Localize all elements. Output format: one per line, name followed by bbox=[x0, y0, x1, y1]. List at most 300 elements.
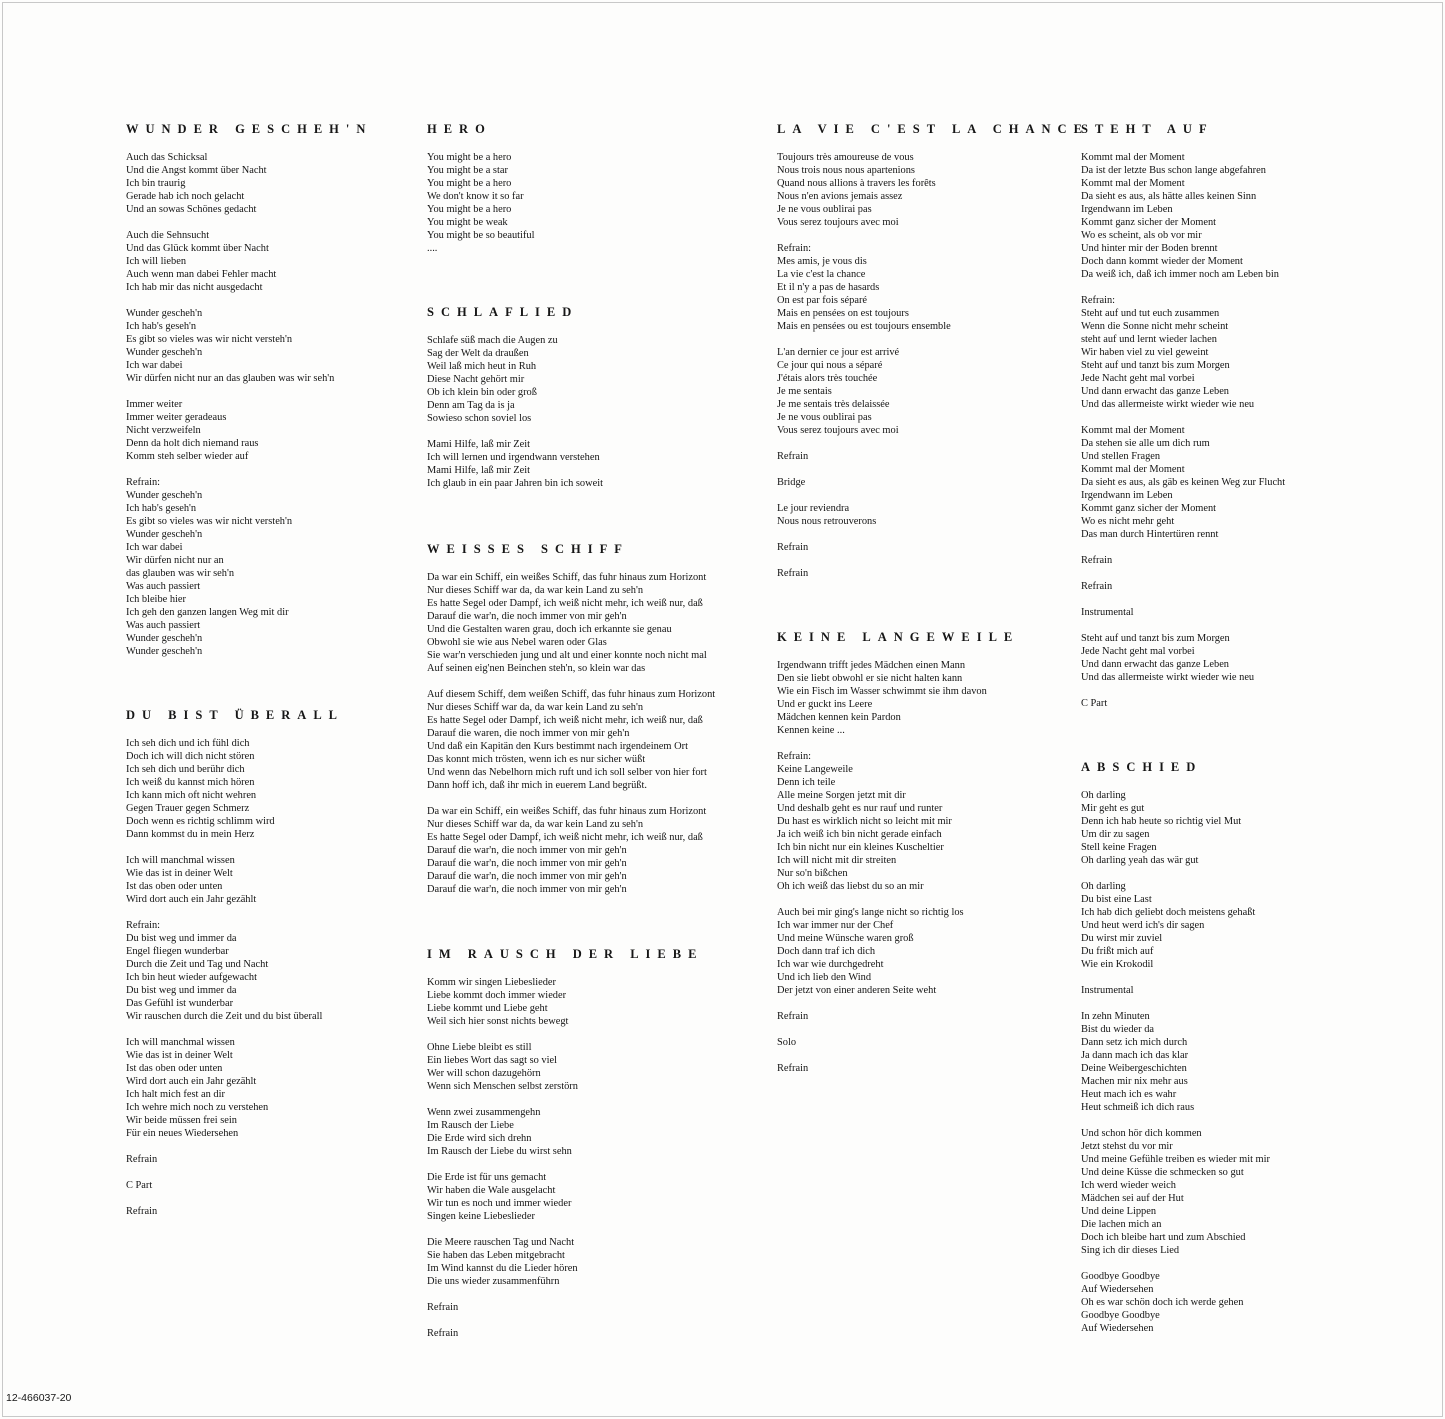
lyric-line: Es gibt so vieles was wir nicht versteh'n bbox=[126, 334, 293, 345]
stanza bbox=[1081, 554, 1285, 567]
song-title: WEISSES SCHIFF bbox=[427, 542, 629, 556]
lyric-line: Wunder gescheh'n bbox=[126, 308, 203, 319]
lyric-line: Steht auf und tanzt bis zum Morgen bbox=[1081, 360, 1230, 371]
lyric-line: Ohne Liebe bleibt es still bbox=[427, 1042, 532, 1053]
lyric-line: Instrumental bbox=[1081, 607, 1134, 618]
lyric-line: Du bist weg und immer da bbox=[126, 933, 237, 944]
lyric-line: Da war ein Schiff, ein weißes Schiff, das fuhr hinaus zum Horizont bbox=[427, 806, 707, 817]
song-title: WUNDER GESCHEH'N bbox=[126, 122, 373, 136]
song-hero bbox=[427, 122, 534, 268]
lyric-line: Wird dort auch ein Jahr gezählt bbox=[126, 1076, 257, 1087]
song-im-rausch-der-liebe bbox=[427, 947, 703, 1353]
lyric-line: Darauf die war'n, die noch immer von mir geh'n bbox=[427, 871, 627, 882]
lyric-line: Goodbye Goodbye bbox=[1081, 1271, 1160, 1282]
lyric-line: Ist das oben oder unten bbox=[126, 1063, 223, 1074]
lyric-line: Wie ein Krokodil bbox=[1081, 959, 1154, 970]
lyric-line: Und die Gestalten waren grau, doch ich erkannte sie genau bbox=[427, 624, 672, 635]
lyric-line: Auf Wiedersehen bbox=[1081, 1323, 1154, 1334]
lyric-line: Wunder gescheh'n bbox=[126, 347, 203, 358]
lyric-line: Ich wehre mich noch zu verstehen bbox=[126, 1102, 269, 1113]
lyric-line: steht auf und lernt wieder lachen bbox=[1081, 334, 1217, 345]
lyric-line: Steht auf und tut euch zusammen bbox=[1081, 308, 1220, 319]
stanza bbox=[427, 151, 534, 255]
song-title: STEHT AUF bbox=[1081, 122, 1214, 136]
lyric-line: La vie c'est la chance bbox=[777, 269, 866, 280]
lyric-line: Wird dort auch ein Jahr gezählt bbox=[126, 894, 257, 905]
lyric-line: Denn ich teile bbox=[777, 777, 836, 788]
song-schlaflied bbox=[427, 305, 603, 503]
lyric-line: Diese Nacht gehört mir bbox=[427, 374, 525, 385]
lyric-line: Und die Angst kommt über Nacht bbox=[126, 165, 267, 176]
lyric-line: Ich war dabei bbox=[126, 542, 183, 553]
stanza bbox=[1081, 880, 1270, 971]
stanza bbox=[1081, 984, 1270, 997]
stanza bbox=[1081, 1010, 1270, 1114]
song-wunder-geschehn bbox=[126, 122, 372, 671]
stanza bbox=[126, 476, 372, 658]
lyric-line: Wir haben die Wale ausgelacht bbox=[427, 1185, 556, 1196]
lyric-line: Wo es scheint, als ob vor mir bbox=[1081, 230, 1202, 241]
lyric-line: Oh darling yeah das wär gut bbox=[1081, 855, 1199, 866]
lyric-line: Ich hab's geseh'n bbox=[126, 321, 197, 332]
lyric-line: Refrain bbox=[1081, 555, 1113, 566]
song-title: DU BIST ÜBERALL bbox=[126, 708, 345, 722]
lyric-line: Engel fliegen wunderbar bbox=[126, 946, 229, 957]
lyric-line: Oh darling bbox=[1081, 790, 1126, 801]
lyric-line: Ich will lieben bbox=[126, 256, 187, 267]
lyric-line: Liebe kommt doch immer wieder bbox=[427, 990, 567, 1001]
lyric-line: Jetzt stehst du vor mir bbox=[1081, 1141, 1173, 1152]
lyric-line: Doch ich will dich nicht stören bbox=[126, 751, 255, 762]
lyric-line: Nous n'en avions jemais assez bbox=[777, 191, 903, 202]
stanza bbox=[427, 1171, 703, 1223]
lyric-line: Auch bei mir ging's lange nicht so richtig los bbox=[777, 907, 964, 918]
lyric-line: Immer weiter bbox=[126, 399, 183, 410]
stanza bbox=[427, 438, 603, 490]
lyric-line: Die Erde ist für uns gemacht bbox=[427, 1172, 547, 1183]
lyric-line: Und daß ein Kapitän den Kurs bestimmt nach irgendeinem Ort bbox=[427, 741, 688, 752]
stanza bbox=[777, 151, 1089, 229]
lyric-line: Wenn die Sonne nicht mehr scheint bbox=[1081, 321, 1229, 332]
lyric-line: .... bbox=[427, 243, 438, 254]
stanza bbox=[1081, 424, 1285, 541]
lyric-line: Kommt ganz sicher der Moment bbox=[1081, 503, 1217, 514]
stanza bbox=[427, 334, 603, 425]
lyric-line: Mes amis, je vous dis bbox=[777, 256, 867, 267]
lyric-line: Sie war'n verschieden jung und alt und einer konnte noch nicht mal bbox=[427, 650, 707, 661]
lyric-line: Ich bleibe hier bbox=[126, 594, 187, 605]
lyric-line: Der jetzt von einer anderen Seite weht bbox=[777, 985, 937, 996]
lyric-line: Irgendwann im Leben bbox=[1081, 490, 1173, 501]
lyric-line: Je ne vous oublirai pas bbox=[777, 412, 872, 423]
lyric-line: Wo es nicht mehr geht bbox=[1081, 516, 1175, 527]
lyric-line: Wie ein Fisch im Wasser schwimmt sie ihm davon bbox=[777, 686, 987, 697]
lyric-line: Ich glaub in ein paar Jahren bin ich soweit bbox=[427, 478, 604, 489]
lyric-line: Refrain: bbox=[126, 920, 161, 931]
lyric-line: Im Rausch der Liebe bbox=[427, 1120, 514, 1131]
lyric-line: Jede Nacht geht mal vorbei bbox=[1081, 373, 1195, 384]
stanza bbox=[1081, 697, 1285, 710]
stanza bbox=[777, 906, 1019, 997]
lyric-line: Heut mach ich es wahr bbox=[1081, 1089, 1177, 1100]
stanza bbox=[126, 151, 372, 216]
lyric-line: Dann hoff ich, daß ihr mich in euerem Land begrüßt. bbox=[427, 780, 647, 791]
lyric-line: Ich seh dich und ich fühl dich bbox=[126, 738, 250, 749]
lyric-line: Das Gefühl ist wunderbar bbox=[126, 998, 234, 1009]
lyric-line: You might be a hero bbox=[427, 152, 512, 163]
lyric-line: Ich will nicht mit dir streiten bbox=[777, 855, 897, 866]
song-title: SCHLAFLIED bbox=[427, 305, 579, 319]
lyric-line: Obwohl sie wie aus Nebel waren oder Glas bbox=[427, 637, 607, 648]
lyric-line: Alle meine Sorgen jetzt mit dir bbox=[777, 790, 906, 801]
lyric-line: Kommt ganz sicher der Moment bbox=[1081, 217, 1217, 228]
lyric-line: Mami Hilfe, laß mir Zeit bbox=[427, 465, 531, 476]
lyric-line: Nur dieses Schiff war da, da war kein Land zu seh'n bbox=[427, 819, 644, 830]
lyric-line: Du bist weg und immer da bbox=[126, 985, 237, 996]
lyric-line: Steht auf und tanzt bis zum Morgen bbox=[1081, 633, 1230, 644]
lyric-line: Mädchen sei auf der Hut bbox=[1081, 1193, 1184, 1204]
lyric-line: Ich hab mir das nicht ausgedacht bbox=[126, 282, 263, 293]
lyric-line: Wie das ist in deiner Welt bbox=[126, 1050, 233, 1061]
lyric-line: Und das allermeiste wirkt wieder wie neu bbox=[1081, 399, 1255, 410]
lyric-line: Da war ein Schiff, ein weißes Schiff, das fuhr hinaus zum Horizont bbox=[427, 572, 707, 583]
song-du-bist-ueberall bbox=[126, 708, 344, 1231]
lyric-line: Im Wind kannst du die Lieder hören bbox=[427, 1263, 578, 1274]
lyric-line: Ich hab dich geliebt doch meistens gehaßt bbox=[1081, 907, 1256, 918]
lyric-line: Ein liebes Wort das sagt so viel bbox=[427, 1055, 557, 1066]
lyric-line: Und dann erwacht das ganze Leben bbox=[1081, 386, 1230, 397]
lyric-line: Wir beide müssen frei sein bbox=[126, 1115, 237, 1126]
lyric-line: Darauf die war'n, die noch immer von mir geh'n bbox=[427, 845, 627, 856]
lyric-line: Und dann erwacht das ganze Leben bbox=[1081, 659, 1230, 670]
lyric-line: Machen mir nix mehr aus bbox=[1081, 1076, 1188, 1087]
lyric-line: Keine Langeweile bbox=[777, 764, 853, 775]
lyric-line: Nur dieses Schiff war da, da war kein Land zu seh'n bbox=[427, 702, 644, 713]
lyric-line: Ich war dabei bbox=[126, 360, 183, 371]
lyric-line: Den sie liebt obwohl er sie nicht halten kann bbox=[777, 673, 963, 684]
stanza bbox=[126, 919, 344, 1023]
lyric-line: Darauf die waren, die noch immer von mir geh'n bbox=[427, 728, 630, 739]
song-title: ABSCHIED bbox=[1081, 760, 1203, 774]
lyric-line: Kennen keine ... bbox=[777, 725, 845, 736]
lyric-line: Du frißt mich auf bbox=[1081, 946, 1154, 957]
lyric-line: Irgendwann im Leben bbox=[1081, 204, 1173, 215]
stanza bbox=[1081, 1127, 1270, 1257]
stanza bbox=[427, 1301, 703, 1314]
lyric-line: Refrain: bbox=[126, 477, 161, 488]
lyric-line: Was auch passiert bbox=[126, 620, 201, 631]
lyric-line: Mais en pensées on est toujours bbox=[777, 308, 909, 319]
stanza bbox=[126, 1179, 344, 1192]
stanza bbox=[777, 502, 1089, 528]
lyric-line: Ich geh den ganzen langen Weg mit dir bbox=[126, 607, 289, 618]
lyric-line: Toujours très amoureuse de vous bbox=[777, 152, 914, 163]
lyric-line: Und er guckt ins Leere bbox=[777, 699, 873, 710]
lyric-line: Auf Wiedersehen bbox=[1081, 1284, 1154, 1295]
stanza bbox=[427, 1327, 703, 1340]
lyric-line: Gerade hab ich noch gelacht bbox=[126, 191, 245, 202]
lyric-line: Die Meere rauschen Tag und Nacht bbox=[427, 1237, 575, 1248]
lyric-line: You might be a hero bbox=[427, 204, 512, 215]
lyric-line: Auch wenn man dabei Fehler macht bbox=[126, 269, 277, 280]
lyric-line: Mädchen kennen kein Pardon bbox=[777, 712, 901, 723]
song-title: IM RAUSCH DER LIEBE bbox=[427, 947, 704, 961]
stanza bbox=[126, 737, 344, 841]
lyric-line: Die Erde wird sich drehn bbox=[427, 1133, 532, 1144]
lyric-line: Weil laß mich heut in Ruh bbox=[427, 361, 537, 372]
song-la-vie-cest-la-chance bbox=[777, 122, 1089, 593]
lyric-line: Nous trois nous nous apartenions bbox=[777, 165, 915, 176]
lyric-line: Da sieht es aus, als hätte alles keinen Sinn bbox=[1081, 191, 1257, 202]
lyric-line: Wunder gescheh'n bbox=[126, 490, 203, 501]
lyric-line: Und meine Gefühle treiben es wieder mit mir bbox=[1081, 1154, 1270, 1165]
lyric-line: Denn am Tag da is ja bbox=[427, 400, 515, 411]
lyric-line: Und das Glück kommt über Nacht bbox=[126, 243, 269, 254]
lyric-line: Darauf die war'n, die noch immer von mir geh'n bbox=[427, 858, 627, 869]
stanza bbox=[1081, 632, 1285, 684]
stanza bbox=[1081, 151, 1285, 281]
lyric-line: Auch das Schicksal bbox=[126, 152, 208, 163]
lyric-line: Die lachen mich an bbox=[1081, 1219, 1162, 1230]
lyric-line: You might be so beautiful bbox=[427, 230, 535, 241]
lyric-line: Auf seinen eig'nen Beinchen steh'n, so klein war das bbox=[427, 663, 646, 674]
stanza bbox=[427, 976, 703, 1028]
lyric-line: Kommt mal der Moment bbox=[1081, 425, 1185, 436]
lyric-line: Wer will schon dazugehörn bbox=[427, 1068, 541, 1079]
stanza bbox=[777, 541, 1089, 554]
lyric-line: Dann setz ich mich durch bbox=[1081, 1037, 1188, 1048]
catalog-number: 12-466037-20 bbox=[6, 1392, 72, 1404]
lyric-line: Dann kommst du in mein Herz bbox=[126, 829, 255, 840]
lyric-line: Darauf die war'n, die noch immer von mir geh'n bbox=[427, 611, 627, 622]
stanza bbox=[126, 229, 372, 294]
lyric-line: Ob ich klein bin oder groß bbox=[427, 387, 537, 398]
lyric-line: Durch die Zeit und Tag und Nacht bbox=[126, 959, 269, 970]
lyric-line: Und wenn das Nebelhorn mich ruft und ich soll selber von hier fort bbox=[427, 767, 707, 778]
lyric-line: Refrain: bbox=[777, 751, 812, 762]
lyric-line: Wunder gescheh'n bbox=[126, 633, 203, 644]
lyric-line: Und deine Küsse die schmecken so gut bbox=[1081, 1167, 1244, 1178]
lyric-line: Du hast es wirklich nicht so leicht mit mir bbox=[777, 816, 952, 827]
lyric-line: Refrain bbox=[777, 568, 809, 579]
stanza bbox=[1081, 789, 1270, 867]
lyric-line: Und das allermeiste wirkt wieder wie neu bbox=[1081, 672, 1255, 683]
lyric-line: Vous serez toujours avec moi bbox=[777, 217, 899, 228]
lyric-line: C Part bbox=[1081, 698, 1108, 709]
lyric-line: Ich seh dich und berühr dich bbox=[126, 764, 245, 775]
stanza bbox=[777, 659, 1019, 737]
lyric-line: Liebe kommt und Liebe geht bbox=[427, 1003, 548, 1014]
lyric-line: Doch dann kommt wieder der Moment bbox=[1081, 256, 1243, 267]
lyric-line: Für ein neues Wiedersehen bbox=[126, 1128, 239, 1139]
lyric-line: Ist das oben oder unten bbox=[126, 881, 223, 892]
stanza bbox=[777, 1036, 1019, 1049]
lyric-line: Heut schmeiß ich dich raus bbox=[1081, 1102, 1195, 1113]
lyric-line: Refrain bbox=[777, 542, 809, 553]
lyric-line: Quand nous allions à travers les forêts bbox=[777, 178, 936, 189]
lyric-line: Darauf die war'n, die noch immer von mir geh'n bbox=[427, 884, 627, 895]
lyric-line: Ich will manchmal wissen bbox=[126, 1037, 235, 1048]
lyric-line: Doch wenn es richtig schlimm wird bbox=[126, 816, 275, 827]
lyric-line: Wir tun es noch und immer wieder bbox=[427, 1198, 572, 1209]
lyric-line: Sag der Welt da draußen bbox=[427, 348, 529, 359]
lyric-line: Die uns wieder zusammenführn bbox=[427, 1276, 560, 1287]
lyric-line: Solo bbox=[777, 1037, 797, 1048]
lyric-line: Das man durch Hintertüren rennt bbox=[1081, 529, 1219, 540]
stanza bbox=[1081, 1270, 1270, 1335]
lyric-line: Mais en pensées ou est toujours ensemble bbox=[777, 321, 951, 332]
lyric-line: Gegen Trauer gegen Schmerz bbox=[126, 803, 250, 814]
lyric-line: You might be a star bbox=[427, 165, 508, 176]
lyric-line: Ja ich weiß ich bin nicht gerade einfach bbox=[777, 829, 942, 840]
lyric-line: Mir geht es gut bbox=[1081, 803, 1145, 814]
lyric-line: Bridge bbox=[777, 477, 806, 488]
lyric-line: Nur so'n bißchen bbox=[777, 868, 848, 879]
lyric-line: Um dir zu sagen bbox=[1081, 829, 1150, 840]
lyric-line: Und meine Wünsche waren groß bbox=[777, 933, 914, 944]
stanza bbox=[427, 1106, 703, 1158]
song-steht-auf bbox=[1081, 122, 1285, 723]
lyric-line: Refrain bbox=[777, 1063, 809, 1074]
lyric-line: Und deine Lippen bbox=[1081, 1206, 1157, 1217]
lyric-line: Oh es war schön doch ich werde gehen bbox=[1081, 1297, 1244, 1308]
lyric-line: C Part bbox=[126, 1180, 153, 1191]
lyric-line: Du bist eine Last bbox=[1081, 894, 1152, 905]
lyric-line: Es gibt so vieles was wir nicht versteh'n bbox=[126, 516, 293, 527]
lyric-line: Refrain: bbox=[777, 243, 812, 254]
lyric-line: Refrain bbox=[777, 1011, 809, 1022]
lyric-line: Da stehen sie alle um dich rum bbox=[1081, 438, 1210, 449]
lyric-line: Ich halt mich fest an dir bbox=[126, 1089, 225, 1100]
lyric-line: Wenn sich Menschen selbst zerstörn bbox=[427, 1081, 578, 1092]
stanza bbox=[777, 567, 1089, 580]
lyric-line: Ich werd wieder weich bbox=[1081, 1180, 1176, 1191]
lyric-line: Refrain bbox=[777, 451, 809, 462]
lyric-line: das glauben was wir seh'n bbox=[126, 568, 235, 579]
lyric-line: L'an dernier ce jour est arrivé bbox=[777, 347, 900, 358]
lyric-line: Je ne vous oublirai pas bbox=[777, 204, 872, 215]
lyric-line: Kommt mal der Moment bbox=[1081, 464, 1185, 475]
stanza bbox=[777, 750, 1019, 893]
lyric-line: Mami Hilfe, laß mir Zeit bbox=[427, 439, 531, 450]
lyric-line: Ich war wie durchgedreht bbox=[777, 959, 884, 970]
stanza bbox=[777, 346, 1089, 437]
stanza bbox=[126, 1036, 344, 1140]
lyric-line: Refrain bbox=[427, 1328, 459, 1339]
lyric-line: Sie haben das Leben mitgebracht bbox=[427, 1250, 565, 1261]
lyric-line: Ich hab's geseh'n bbox=[126, 503, 197, 514]
stanza bbox=[126, 1205, 344, 1218]
lyric-line: Im Rausch der Liebe du wirst sehn bbox=[427, 1146, 572, 1157]
stanza bbox=[777, 1062, 1019, 1075]
lyric-line: Auch die Sehnsucht bbox=[126, 230, 210, 241]
lyric-line: Es hatte Segel oder Dampf, ich weiß nicht mehr, ich weiß nur, daß bbox=[427, 832, 703, 843]
lyric-line: Wir rauschen durch die Zeit und du bist überall bbox=[126, 1011, 323, 1022]
lyric-line: Wie das ist in deiner Welt bbox=[126, 868, 233, 879]
lyric-line: Und stellen Fragen bbox=[1081, 451, 1161, 462]
lyric-line: Komm steh selber wieder auf bbox=[126, 451, 249, 462]
lyric-line: Instrumental bbox=[1081, 985, 1134, 996]
lyric-line: Doch dann traf ich dich bbox=[777, 946, 876, 957]
song-abschied bbox=[1081, 760, 1270, 1348]
stanza bbox=[427, 1041, 703, 1093]
lyric-line: Ich war immer nur der Chef bbox=[777, 920, 894, 931]
lyric-line: Weil sich hier sonst nichts bewegt bbox=[427, 1016, 569, 1027]
stanza bbox=[1081, 580, 1285, 593]
lyric-line: Kommt mal der Moment bbox=[1081, 178, 1185, 189]
stanza bbox=[126, 854, 344, 906]
lyric-line: Da ist der letzte Bus schon lange abgefahren bbox=[1081, 165, 1266, 176]
lyric-line: Was auch passiert bbox=[126, 581, 201, 592]
lyric-line: We don't know it so far bbox=[427, 191, 524, 202]
lyric-line: Refrain bbox=[126, 1206, 158, 1217]
lyric-line: Und deshalb geht es nur rauf und runter bbox=[777, 803, 943, 814]
lyric-line: Ich will lernen und irgendwann verstehen bbox=[427, 452, 600, 463]
lyric-line: Refrain bbox=[1081, 581, 1113, 592]
stanza bbox=[126, 1153, 344, 1166]
stanza bbox=[126, 398, 372, 463]
lyric-line: Immer weiter geradeaus bbox=[126, 412, 227, 423]
lyric-line: Refrain bbox=[126, 1154, 158, 1165]
lyric-line: Je me sentais très delaissée bbox=[777, 399, 890, 410]
lyric-line: Das konnt mich trösten, wenn ich es nur sicher wüßt bbox=[427, 754, 646, 765]
lyric-line: Denn da holt dich niemand raus bbox=[126, 438, 259, 449]
lyric-line: Doch ich bleibe hart und zum Abschied bbox=[1081, 1232, 1246, 1243]
lyric-line: Et il n'y a pas de hasards bbox=[777, 282, 880, 293]
stanza bbox=[126, 307, 372, 385]
lyric-line: Wunder gescheh'n bbox=[126, 646, 203, 657]
stanza bbox=[1081, 294, 1285, 411]
lyric-line: Nicht verzweifeln bbox=[126, 425, 201, 436]
lyric-line: Sing ich dir dieses Lied bbox=[1081, 1245, 1180, 1256]
lyric-line: Ich bin heut wieder aufgewacht bbox=[126, 972, 257, 983]
lyric-line: Oh darling bbox=[1081, 881, 1126, 892]
lyric-line: Deine Weibergeschichten bbox=[1081, 1063, 1187, 1074]
lyric-line: Je me sentais bbox=[777, 386, 832, 397]
stanza bbox=[427, 805, 715, 896]
lyric-line: Wenn zwei zusammengehn bbox=[427, 1107, 541, 1118]
stanza bbox=[1081, 606, 1285, 619]
stanza bbox=[777, 450, 1089, 463]
lyric-line: Nous nous retrouverons bbox=[777, 516, 877, 527]
lyric-line: Und an sowas Schönes gedacht bbox=[126, 204, 257, 215]
lyric-line: Refrain bbox=[427, 1302, 459, 1313]
lyric-line: Ja dann mach ich das klar bbox=[1081, 1050, 1189, 1061]
lyric-line: Wir haben viel zu viel geweint bbox=[1081, 347, 1209, 358]
stanza bbox=[777, 476, 1089, 489]
lyric-line: Stell keine Fragen bbox=[1081, 842, 1157, 853]
stanza bbox=[777, 1010, 1019, 1023]
lyric-line: Ich bin traurig bbox=[126, 178, 186, 189]
lyric-line: J'étais alors très touchée bbox=[777, 373, 878, 384]
lyric-line: Ich bin nicht nur ein kleines Kuscheltier bbox=[777, 842, 944, 853]
lyric-line: Oh ich weiß das liebst du so an mir bbox=[777, 881, 924, 892]
lyric-line: Ich kann mich oft nicht wehren bbox=[126, 790, 257, 801]
lyric-line: Ich will manchmal wissen bbox=[126, 855, 235, 866]
lyric-line: Wunder gescheh'n bbox=[126, 529, 203, 540]
lyric-line: On est par fois séparé bbox=[777, 295, 868, 306]
song-weisses-schiff bbox=[427, 542, 715, 909]
lyric-line: Nur dieses Schiff war da, da war kein Land zu seh'n bbox=[427, 585, 644, 596]
lyric-line: In zehn Minuten bbox=[1081, 1011, 1150, 1022]
stanza bbox=[427, 571, 715, 675]
stanza bbox=[427, 688, 715, 792]
song-title: HERO bbox=[427, 122, 492, 136]
lyric-line: You might be weak bbox=[427, 217, 508, 228]
lyric-line: Kommt mal der Moment bbox=[1081, 152, 1185, 163]
lyric-line: Vous serez toujours avec moi bbox=[777, 425, 899, 436]
lyric-line: Da sieht es aus, als gäb es keinen Weg zur Flucht bbox=[1081, 477, 1286, 488]
